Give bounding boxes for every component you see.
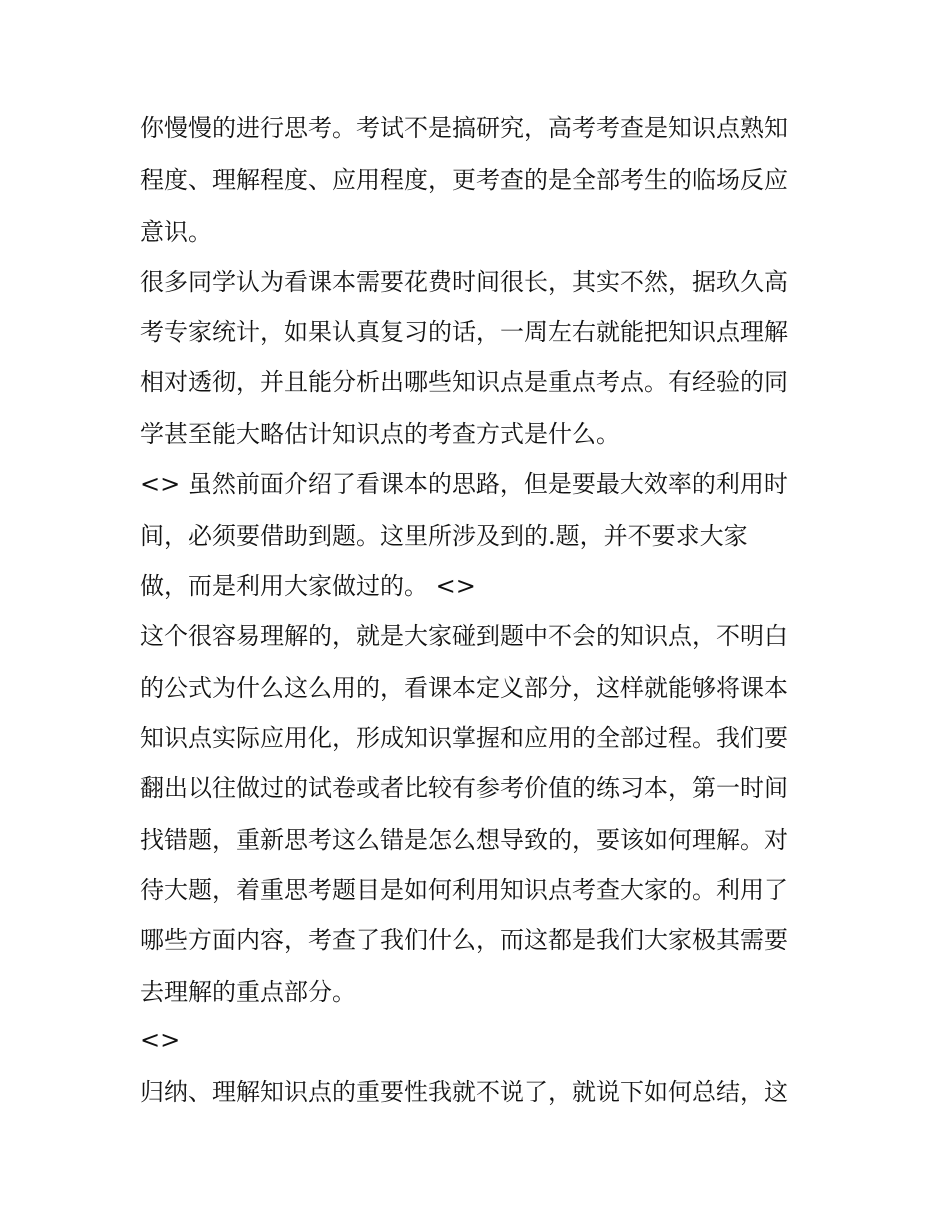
text-line: 相对透彻，并且能分析出哪些知识点是重点考点。有经验的同: [140, 368, 788, 396]
text-line: 程度、理解程度、应用程度，更考查的是全部考生的临场反应: [140, 166, 788, 194]
text-line: 待大题，着重思考题目是如何利用知识点考查大家的。利用了: [140, 876, 788, 904]
text-line: 间，必须要借助到题。这里所涉及到的.题，并不要求大家: [140, 522, 748, 550]
text-line: 这个很容易理解的，就是大家碰到题中不会的知识点，不明白: [140, 622, 788, 650]
text-line: 意识。: [140, 218, 212, 246]
text-line: 哪些方面内容，考查了我们什么，而这都是我们大家极其需要: [140, 926, 788, 954]
text-line: 你慢慢的进行思考。考试不是搞研究，高考考查是知识点熟知: [140, 114, 788, 142]
text-line: 去理解的重点部分。: [140, 978, 356, 1006]
text-line: <>: [140, 1026, 181, 1054]
text-line: 的公式为什么这么用的，看课本定义部分，这样就能够将课本: [140, 674, 788, 702]
text-line: 找错题，重新思考这么错是怎么想导致的，要该如何理解。对: [140, 826, 788, 854]
text-line: 做，而是利用大家做过的。 <>: [140, 572, 476, 600]
text-line: 翻出以往做过的试卷或者比较有参考价值的练习本，第一时间: [140, 774, 788, 802]
text-line: 考专家统计，如果认真复习的话，一周左右就能把知识点理解: [140, 318, 788, 346]
text-line: 很多同学认为看课本需要花费时间很长，其实不然，据玖久高: [140, 268, 788, 296]
text-line: 归纳、理解知识点的重要性我就不说了，就说下如何总结，这: [140, 1078, 788, 1106]
text-line: 学甚至能大略估计知识点的考查方式是什么。: [140, 420, 620, 448]
text-line: <> 虽然前面介绍了看课本的思路，但是要最大效率的利用时: [140, 470, 788, 498]
text-line: 知识点实际应用化，形成知识掌握和应用的全部过程。我们要: [140, 724, 788, 752]
